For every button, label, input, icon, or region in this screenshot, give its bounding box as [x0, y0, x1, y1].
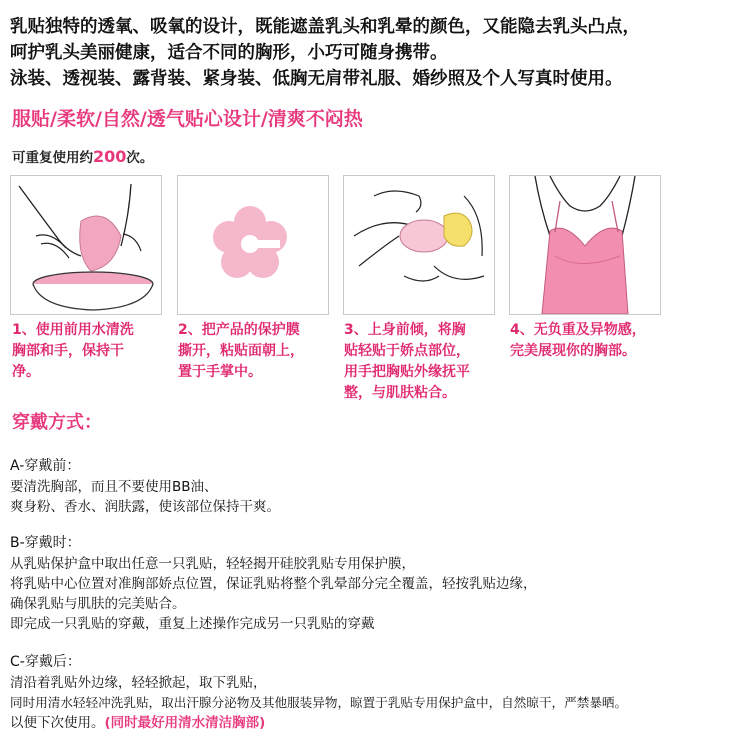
intro-line-2: 呵护乳头美丽健康，适合不同的胸形，小巧可随身携带。	[10, 43, 448, 63]
section-a-line: 爽身粉、香水、润肤露，使该部位保持干爽。	[10, 499, 280, 515]
section-c-note: (同时最好用清水清洁胸部)	[104, 715, 266, 731]
section-b-line: 将乳贴中心位置对准胸部娇点位置，保证乳贴将整个乳晕部分完全覆盖，轻按乳贴边缘，	[10, 576, 537, 592]
step-1-illustration	[10, 175, 162, 315]
step-4-caption	[510, 320, 646, 362]
reuse-note	[12, 146, 153, 166]
wear-method-title: 穿戴方式：	[12, 412, 102, 433]
section-a-line: 要清洗胸部，而且不要使用BB油、	[10, 479, 218, 495]
step-2-line: 撕开，粘贴面朝上，	[178, 343, 304, 359]
step-1-caption	[12, 320, 134, 383]
step-2-line: 置于手掌中。	[178, 364, 262, 380]
reuse-count: 200	[93, 147, 127, 166]
section-b-line: 确保乳贴与肌肤的完美贴合。	[10, 596, 186, 612]
step-3-line: 用手把胸贴外缘抚平	[344, 364, 470, 380]
section-c-line: 同时用清水轻轻冲洗乳贴，取出汗腺分泌物及其他服装异物，晾置于乳贴专用保护盒中，自然晾干，严禁暴晒。	[10, 695, 628, 710]
section-c-last-line	[10, 713, 627, 733]
intro-line-1: 乳贴独特的透氧、吸氧的设计，既能遮盖乳头和乳晕的颜色，又能隐去乳头凸点，	[10, 17, 640, 37]
step-1-line: 净。	[12, 364, 40, 380]
dress-illustration	[510, 176, 660, 314]
section-c-label: C-穿戴后：	[10, 654, 81, 670]
step-4-line: 完美展现你的胸部。	[510, 343, 636, 359]
section-c-line: 清沿着乳贴外边缘，轻轻掀起，取下乳贴，	[10, 675, 267, 691]
reuse-suffix: 次。	[126, 150, 154, 166]
section-b-line: 从乳贴保护盒中取出任意一只乳贴，轻轻揭开硅胶乳贴专用保护膜，	[10, 556, 415, 572]
step-1-line: 胸部和手，保持干	[12, 343, 124, 359]
step-2-line: 2、把产品的保护膜	[178, 322, 300, 338]
intro-paragraph	[10, 14, 746, 92]
flower-pad-illustration	[178, 176, 328, 314]
step-2-caption	[178, 320, 304, 383]
step-3-line: 3、上身前倾，将胸	[344, 322, 466, 338]
washing-illustration	[11, 176, 161, 314]
step-4-line: 4、无负重及异物感，	[510, 322, 646, 338]
section-c-last-plain: 以便下次使用。	[10, 715, 105, 731]
step-2-illustration	[177, 175, 329, 315]
step-1-line: 1、使用前用水清洗	[12, 322, 134, 338]
reuse-prefix: 可重复使用约	[12, 150, 93, 166]
section-a-label: A-穿戴前：	[10, 458, 81, 474]
step-3-caption	[344, 320, 470, 404]
step-4-illustration	[509, 175, 661, 315]
step-3-line: 贴轻贴于娇点部位，	[344, 343, 470, 359]
step-3-illustration	[343, 175, 495, 315]
step-3-line: 整，与肌肤粘合。	[344, 385, 456, 401]
applying-illustration	[344, 176, 494, 314]
section-after-wearing	[10, 652, 627, 733]
section-while-wearing	[10, 533, 537, 634]
section-b-line: 即完成一只乳贴的穿戴，重复上述操作完成另一只乳贴的穿戴	[10, 616, 375, 632]
intro-line-3: 泳装、透视装、露背装、紧身装、低胸无肩带礼服、婚纱照及个人写真时使用。	[10, 69, 623, 89]
section-before-wearing	[10, 456, 280, 517]
feature-headline: 服贴/柔软/自然/透气贴心设计/清爽不闷热	[12, 108, 363, 130]
section-b-label: B-穿戴时：	[10, 535, 81, 551]
